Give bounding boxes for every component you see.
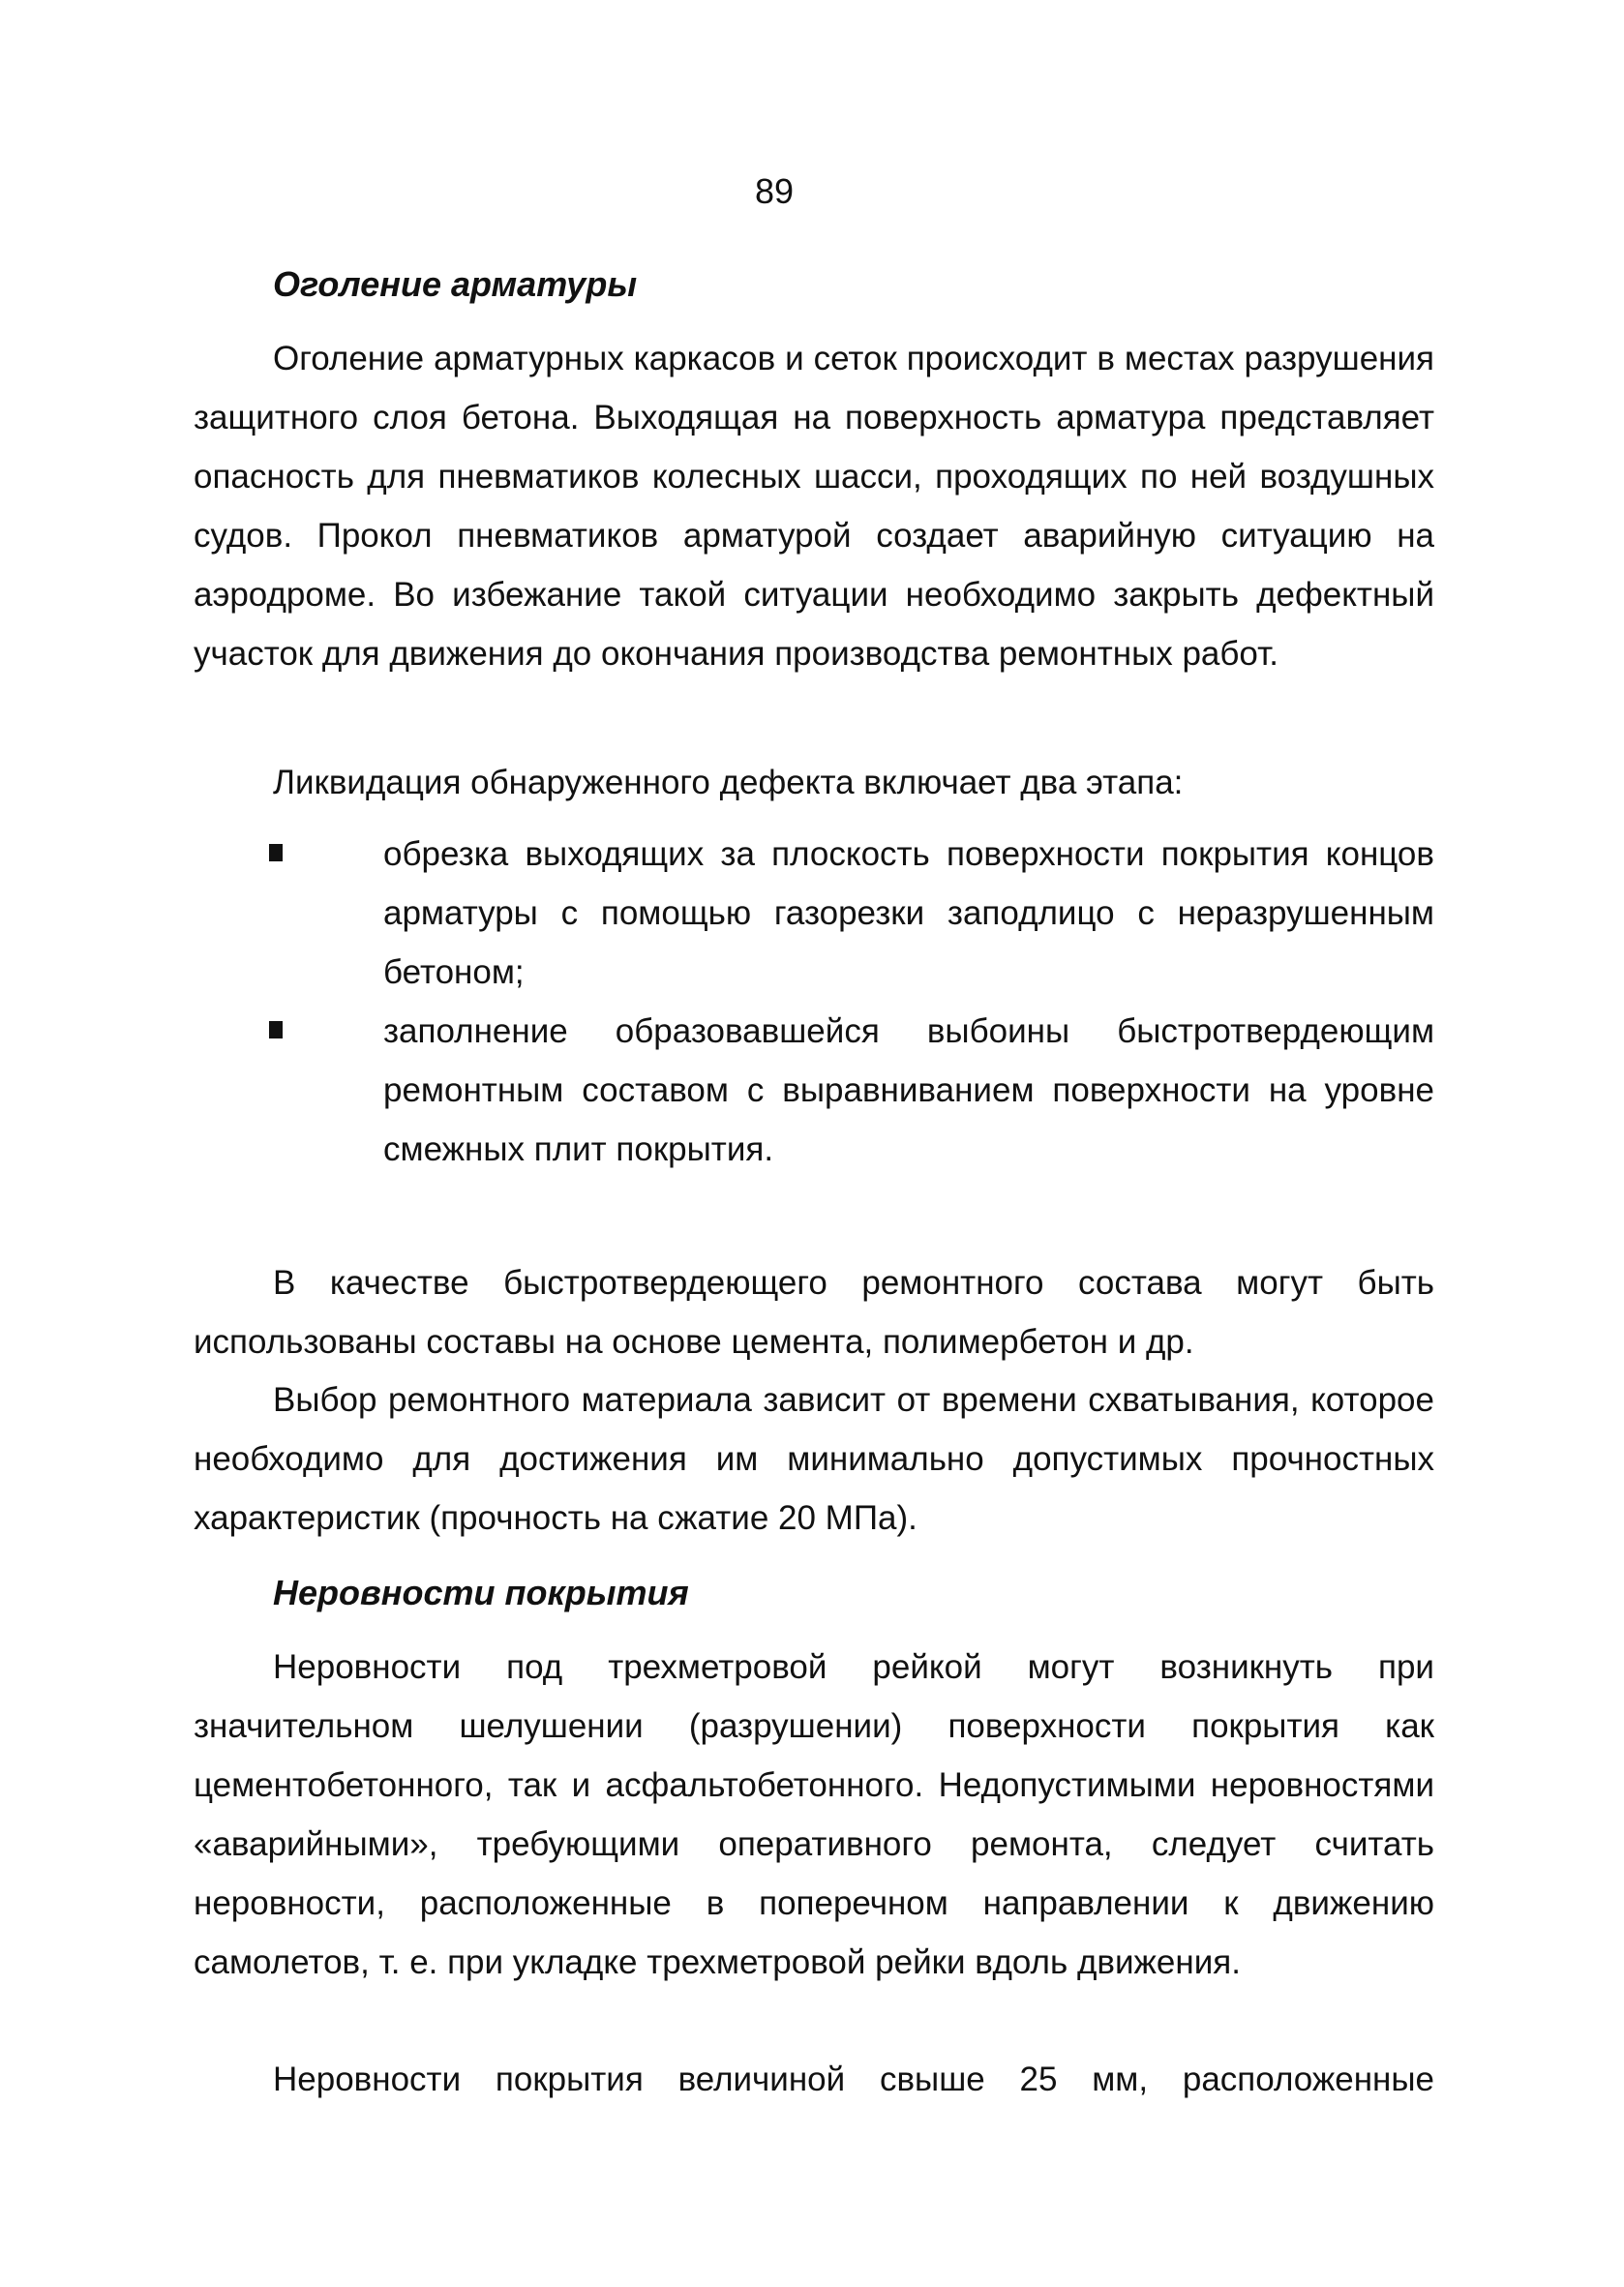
square-bullet-icon bbox=[269, 1021, 283, 1038]
elimination-steps-list bbox=[194, 825, 1434, 1179]
paragraph-unevenness-description: Неровности под трехметровой рейкой могут возникнуть при значительном шелушении (разрушении) поверхности покрытия как цементобетонного, так и асфальтобетонного. Недопустимыми неровностями «аварийными», требующими оперативного ремонта, следует считать неровности, расположенные в поперечном направлении к движению самолетов, т. е. при укладке трехметровой рейки вдоль движения. bbox=[194, 1648, 1434, 1981]
paragraph-repair-composition: В качестве быстротвердеющего ремонтного состава могут быть использованы составы на основе цемента, полимербетон и др. bbox=[194, 1264, 1434, 1361]
paragraph-unevenness-over-25mm: Неровности покрытия величиной свыше 25 мм, расположенные bbox=[273, 2061, 1434, 2098]
section-heading-exposed-reinforcement: Оголение арматуры bbox=[273, 264, 638, 304]
section-heading-surface-unevenness: Неровности покрытия bbox=[273, 1573, 689, 1612]
square-bullet-icon bbox=[269, 844, 283, 861]
paragraph-defect-elimination-stages: Ликвидация обнаруженного дефекта включает два этапа: bbox=[273, 764, 1184, 801]
paragraph-exposed-reinforcement-description: Оголение арматурных каркасов и сеток происходит в местах разрушения защитного слоя бетона. Выходящая на поверхность арматура представляет опасность для пневматиков колесных шасси, проходящих по ней воздушных судов. Прокол пневматиков арматурой создает аварийную ситуацию на аэродроме. Во избежание такой ситуации необходимо закрыть дефектный участок для движения до окончания производства ремонтных работ. bbox=[194, 340, 1434, 673]
list-item bbox=[194, 825, 1434, 1002]
list-item bbox=[194, 1002, 1434, 1179]
list-item-text: обрезка выходящих за плоскость поверхности покрытия концов арматуры с помощью газорезки заподлицо с неразрушенным бетоном; bbox=[383, 835, 1434, 991]
paragraph-material-selection: Выбор ремонтного материала зависит от времени схватывания, которое необходимо для достижения им минимально допустимых прочностных характеристик (прочность на сжатие 20 МПа). bbox=[194, 1381, 1434, 1537]
page-number: 89 bbox=[754, 171, 795, 211]
list-item-text: заполнение образовавшейся выбоины быстротвердеющим ремонтным составом с выравниванием поверхности на уровне смежных плит покрытия. bbox=[383, 1012, 1434, 1168]
